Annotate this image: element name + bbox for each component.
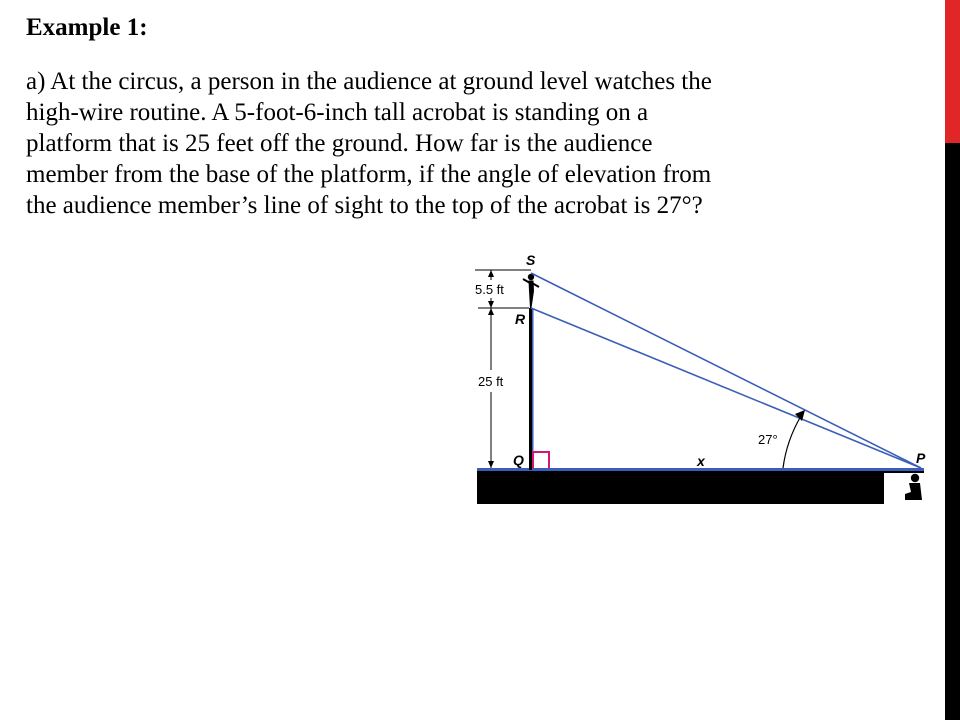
problem-line: a) At the circus, a person in the audience at ground level watches the	[26, 68, 712, 95]
height-dimension-lines	[475, 270, 531, 468]
sightline-to-acrobat-top	[531, 273, 921, 468]
point-p-label: P	[916, 450, 926, 466]
problem-line: member from the base of the platform, if the angle of elevation from	[26, 161, 712, 188]
accent-bar-black	[945, 143, 960, 720]
angle-label: 27°	[758, 432, 778, 447]
right-angle-mark	[533, 452, 549, 468]
platform-height-label: 25 ft	[478, 374, 504, 389]
platform-pole-edge	[532, 308, 534, 470]
accent-bar-red	[945, 0, 960, 143]
acrobat-icon	[523, 274, 539, 308]
distance-x-label: x	[697, 453, 705, 469]
problem-line: the audience member’s line of sight to the top of the acrobat is 27°?	[26, 192, 703, 219]
problem-line: high-wire routine. A 5-foot-6-inch tall acrobat is standing on a	[26, 99, 649, 126]
point-r-label: R	[515, 311, 526, 327]
example-title: Example 1:	[26, 14, 148, 41]
platform-pole	[529, 308, 532, 470]
problem-text	[26, 66, 916, 221]
sightline-to-platform-top	[531, 308, 921, 468]
angle-arc	[783, 416, 801, 468]
problem-line: platform that is 25 feet off the ground. How far is the audience	[26, 130, 653, 157]
acrobat-diagram	[460, 240, 940, 520]
point-q-label: Q	[513, 452, 524, 468]
point-s-label: S	[526, 252, 536, 268]
acrobat-height-label: 5.5 ft	[475, 282, 504, 297]
ground-slab	[477, 471, 924, 504]
